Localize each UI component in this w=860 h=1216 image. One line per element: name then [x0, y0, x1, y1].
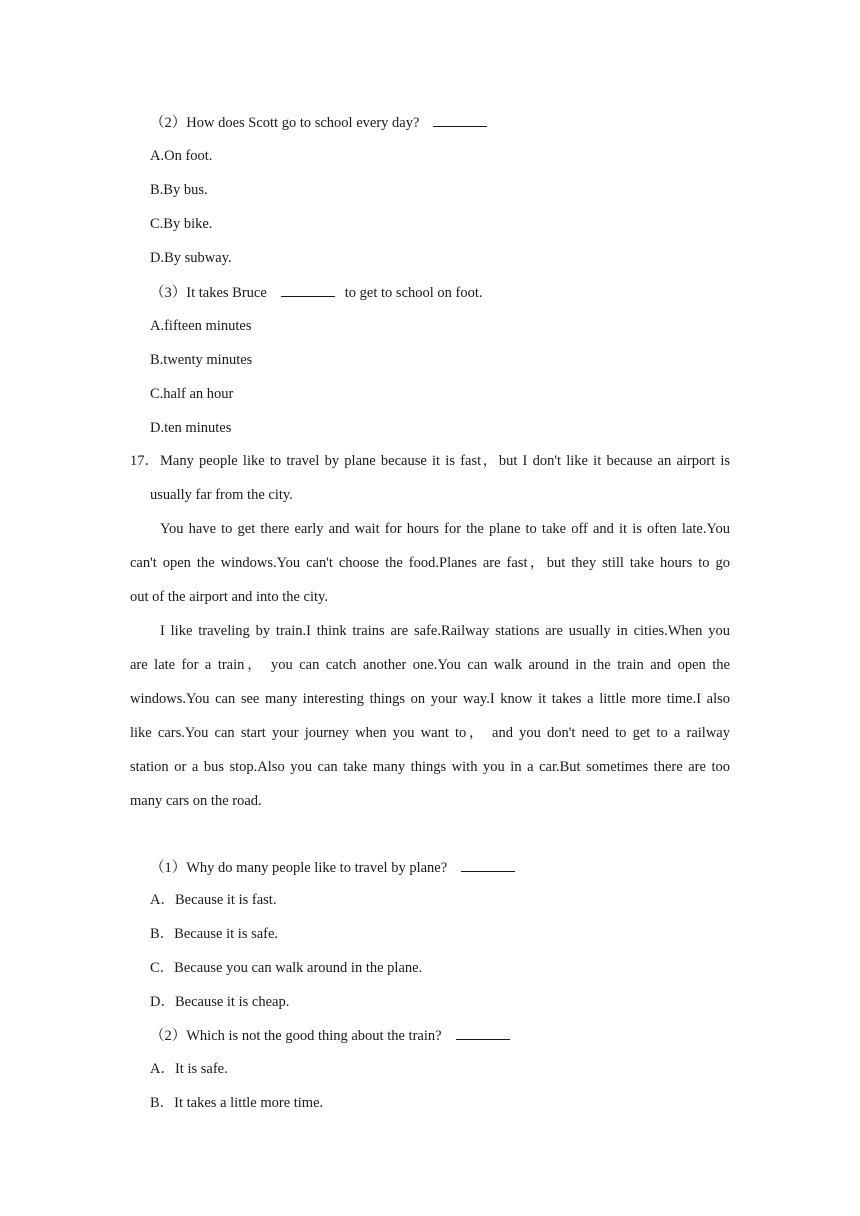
paragraph-3-line-6: many cars on the road. [130, 793, 262, 809]
intro-line-1: Many people like to travel by plane because it is fast，but I don't like it because an airport is [160, 453, 730, 469]
option-b: B.twenty minutes [150, 352, 253, 368]
question-17-intro [130, 451, 730, 471]
option-d: D.By subway. [150, 250, 232, 266]
option-d: D.ten minutes [150, 420, 232, 436]
answer-blank [433, 112, 487, 127]
question-text: Why do many people like to travel by plane? [186, 860, 448, 876]
paragraph-3-line-5: station or a bus stop.Also you can take many things with you in a car.But sometimes there are too [130, 759, 730, 775]
option-a: A.fifteen minutes [150, 318, 252, 334]
answer-blank [461, 857, 515, 872]
option-a: A．Because it is fast. [150, 892, 277, 908]
option-b: B.By bus. [150, 182, 208, 198]
option-d: D．Because it is cheap. [150, 994, 290, 1010]
paragraph-3-line-1: I like traveling by train.I think trains are safe.Railway stations are usually in cities.When you [160, 623, 730, 639]
question-number: 17． [130, 453, 159, 469]
paragraph-3-line-4: like cars.You can start your journey when you want to， and you don't need to get to a railway [130, 725, 730, 741]
question-prefix: （2） [150, 1028, 187, 1044]
question-prefix: （2） [150, 115, 187, 131]
option-c: C.half an hour [150, 386, 234, 402]
question-17-1 [150, 857, 515, 878]
option-a: A.On foot. [150, 148, 213, 164]
question-text: Which is not the good thing about the train? [186, 1028, 442, 1044]
question-2-scott [150, 112, 487, 133]
question-prefix: （1） [150, 860, 187, 876]
answer-blank [456, 1025, 510, 1040]
paragraph-2-line-1: You have to get there early and wait for hours for the plane to take off and it is often late.You [160, 521, 730, 537]
paragraph-2-line-2: can't open the windows.You can't choose the food.Planes are fast，but they still take hours to go [130, 555, 730, 571]
answer-blank [281, 282, 335, 297]
option-c: C．Because you can walk around in the plane. [150, 960, 423, 976]
option-b: B．It takes a little more time. [150, 1095, 324, 1111]
question-prefix: （3） [150, 285, 187, 301]
question-text-before: It takes Bruce [186, 285, 267, 301]
paragraph-2-line-3: out of the airport and into the city. [130, 589, 328, 605]
option-a: A．It is safe. [150, 1061, 228, 1077]
question-3-bruce [150, 282, 483, 303]
question-text: How does Scott go to school every day? [186, 115, 420, 131]
question-17-2 [150, 1025, 510, 1046]
paragraph-3-line-2: are late for a train， you can catch another one.You can walk around in the train and open the [130, 657, 730, 673]
question-text-after: to get to school on foot. [344, 285, 483, 301]
option-b: B．Because it is safe. [150, 926, 279, 942]
intro-line-2: usually far from the city. [150, 487, 293, 503]
paragraph-3-line-3: windows.You can see many interesting things on your way.I know it takes a little more time.I also [130, 691, 730, 707]
option-c: C.By bike. [150, 216, 213, 232]
